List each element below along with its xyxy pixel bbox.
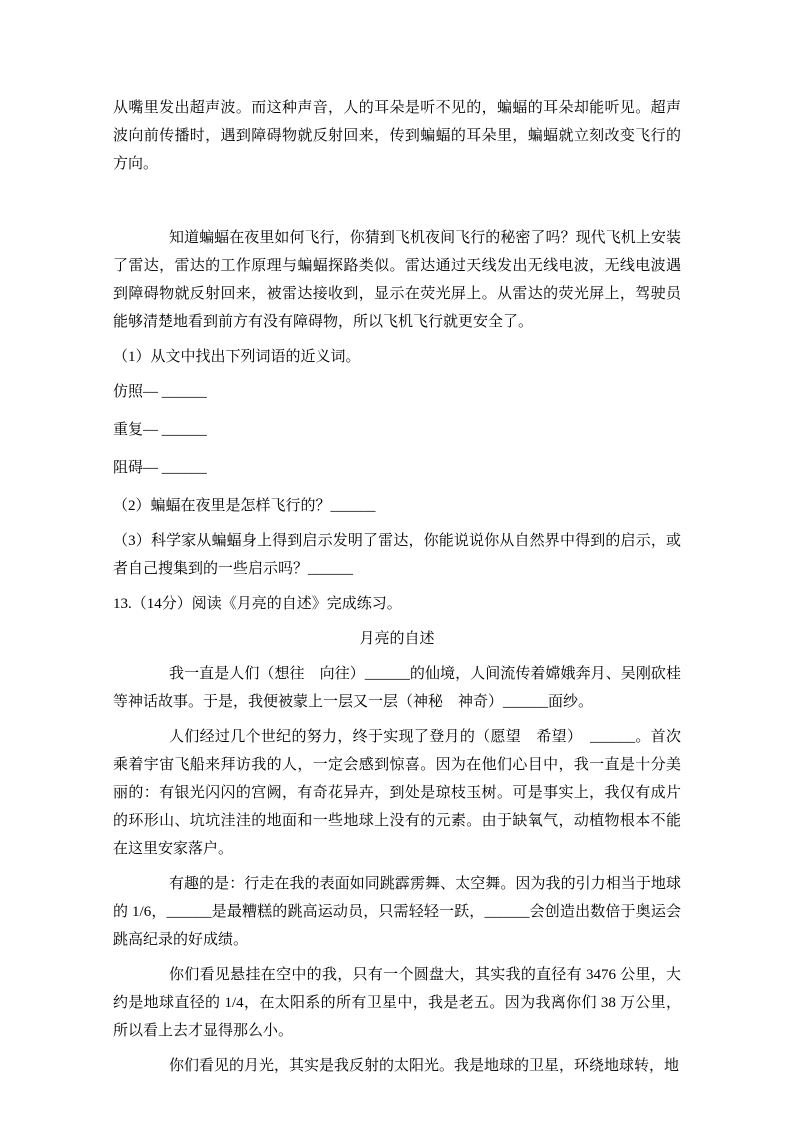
synonym-blank-item-3: 阻碍— ______ [113, 460, 207, 476]
question-3-prompt: （3）科学家从蝙蝠身上得到启示发明了雷达，你能说说你从自然界中得到的启示，或者自己搜集到的一些启示吗？______ [113, 533, 681, 577]
essay-paragraph-3: 有趣的是：行走在我的表面如同跳霹雳舞、太空舞。因为我的引力相当于地球的 1/6，______是最糟糕的跳高运动员，只需轻轻一跃，______会创造出数倍于奥运会跳高纪录的好成绩。 [113, 876, 681, 948]
essay-paragraph-4: 你们看见悬挂在空中的我，只有一个圆盘大，其实我的直径有 3476 公里，大约是地球直径的 1/4，在太阳系的所有卫星中，我是老五。因为我离你们 38 万公里，所以看上去才显得那么小。 [113, 967, 681, 1039]
radar-paragraph: 知道蝙蝠在夜里如何飞行，你猜到飞机夜间飞行的秘密了吗？现代飞机上安装了雷达，雷达的工作原理与蝙蝠探路类似。雷达通过天线发出无线电波，无线电波遇到障碍物就反射回来，被雷达接收到，显示在荧光屏上。从雷达的荧光屏上，驾驶员能够清楚地看到前方有没有障碍物，所以飞机飞行就更安全了。 [113, 230, 681, 330]
question-2-prompt: （2）蝙蝠在夜里是怎样飞行的？______ [113, 498, 376, 514]
question-13-header: 13.（14分）阅读《月亮的自述》完成练习。 [113, 596, 402, 612]
question-1-prompt: （1）从文中找出下列词语的近义词。 [113, 349, 361, 365]
essay-paragraph-5: 你们看见的月光，其实是我反射的太阳光。我是地球的卫星，环绕地球转，地 [169, 1058, 680, 1074]
passage-continuation-paragraph: 从嘴里发出超声波。而这种声音，人的耳朵是听不见的，蝙蝠的耳朵却能听见。超声波向前传播时，遇到障碍物就反射回来，传到蝙蝠的耳朵里，蝙蝠就立刻改变飞行的方向。 [113, 100, 681, 172]
synonym-blank-item-2: 重复— ______ [113, 422, 207, 438]
essay-paragraph-2: 人们经过几个世纪的努力，终于实现了登月的（愿望 希望） ______。首次乘着宇宙飞船来拜访我的人，一定会感到惊喜。因为在他们心目中，我一直是十分美丽的：有银光闪闪的宫阙，有奇花异卉，到处是琼枝玉树。可是事实上，我仅有成片的环形山、坑坑洼洼的地面和一些地球上没有的元素。由于缺氧气，动植物根本不能在这里安家落户。 [113, 729, 681, 857]
synonym-blank-item-1: 仿照— ______ [113, 384, 207, 400]
essay-title: 月亮的自述 [359, 631, 435, 647]
essay-paragraph-1: 我一直是人们（想往 向往）______的仙境，人间流传着嫦娥奔月、吴刚砍桂等神话故事。于是，我便被蒙上一层又一层（神秘 神奇）______面纱。 [113, 666, 681, 710]
